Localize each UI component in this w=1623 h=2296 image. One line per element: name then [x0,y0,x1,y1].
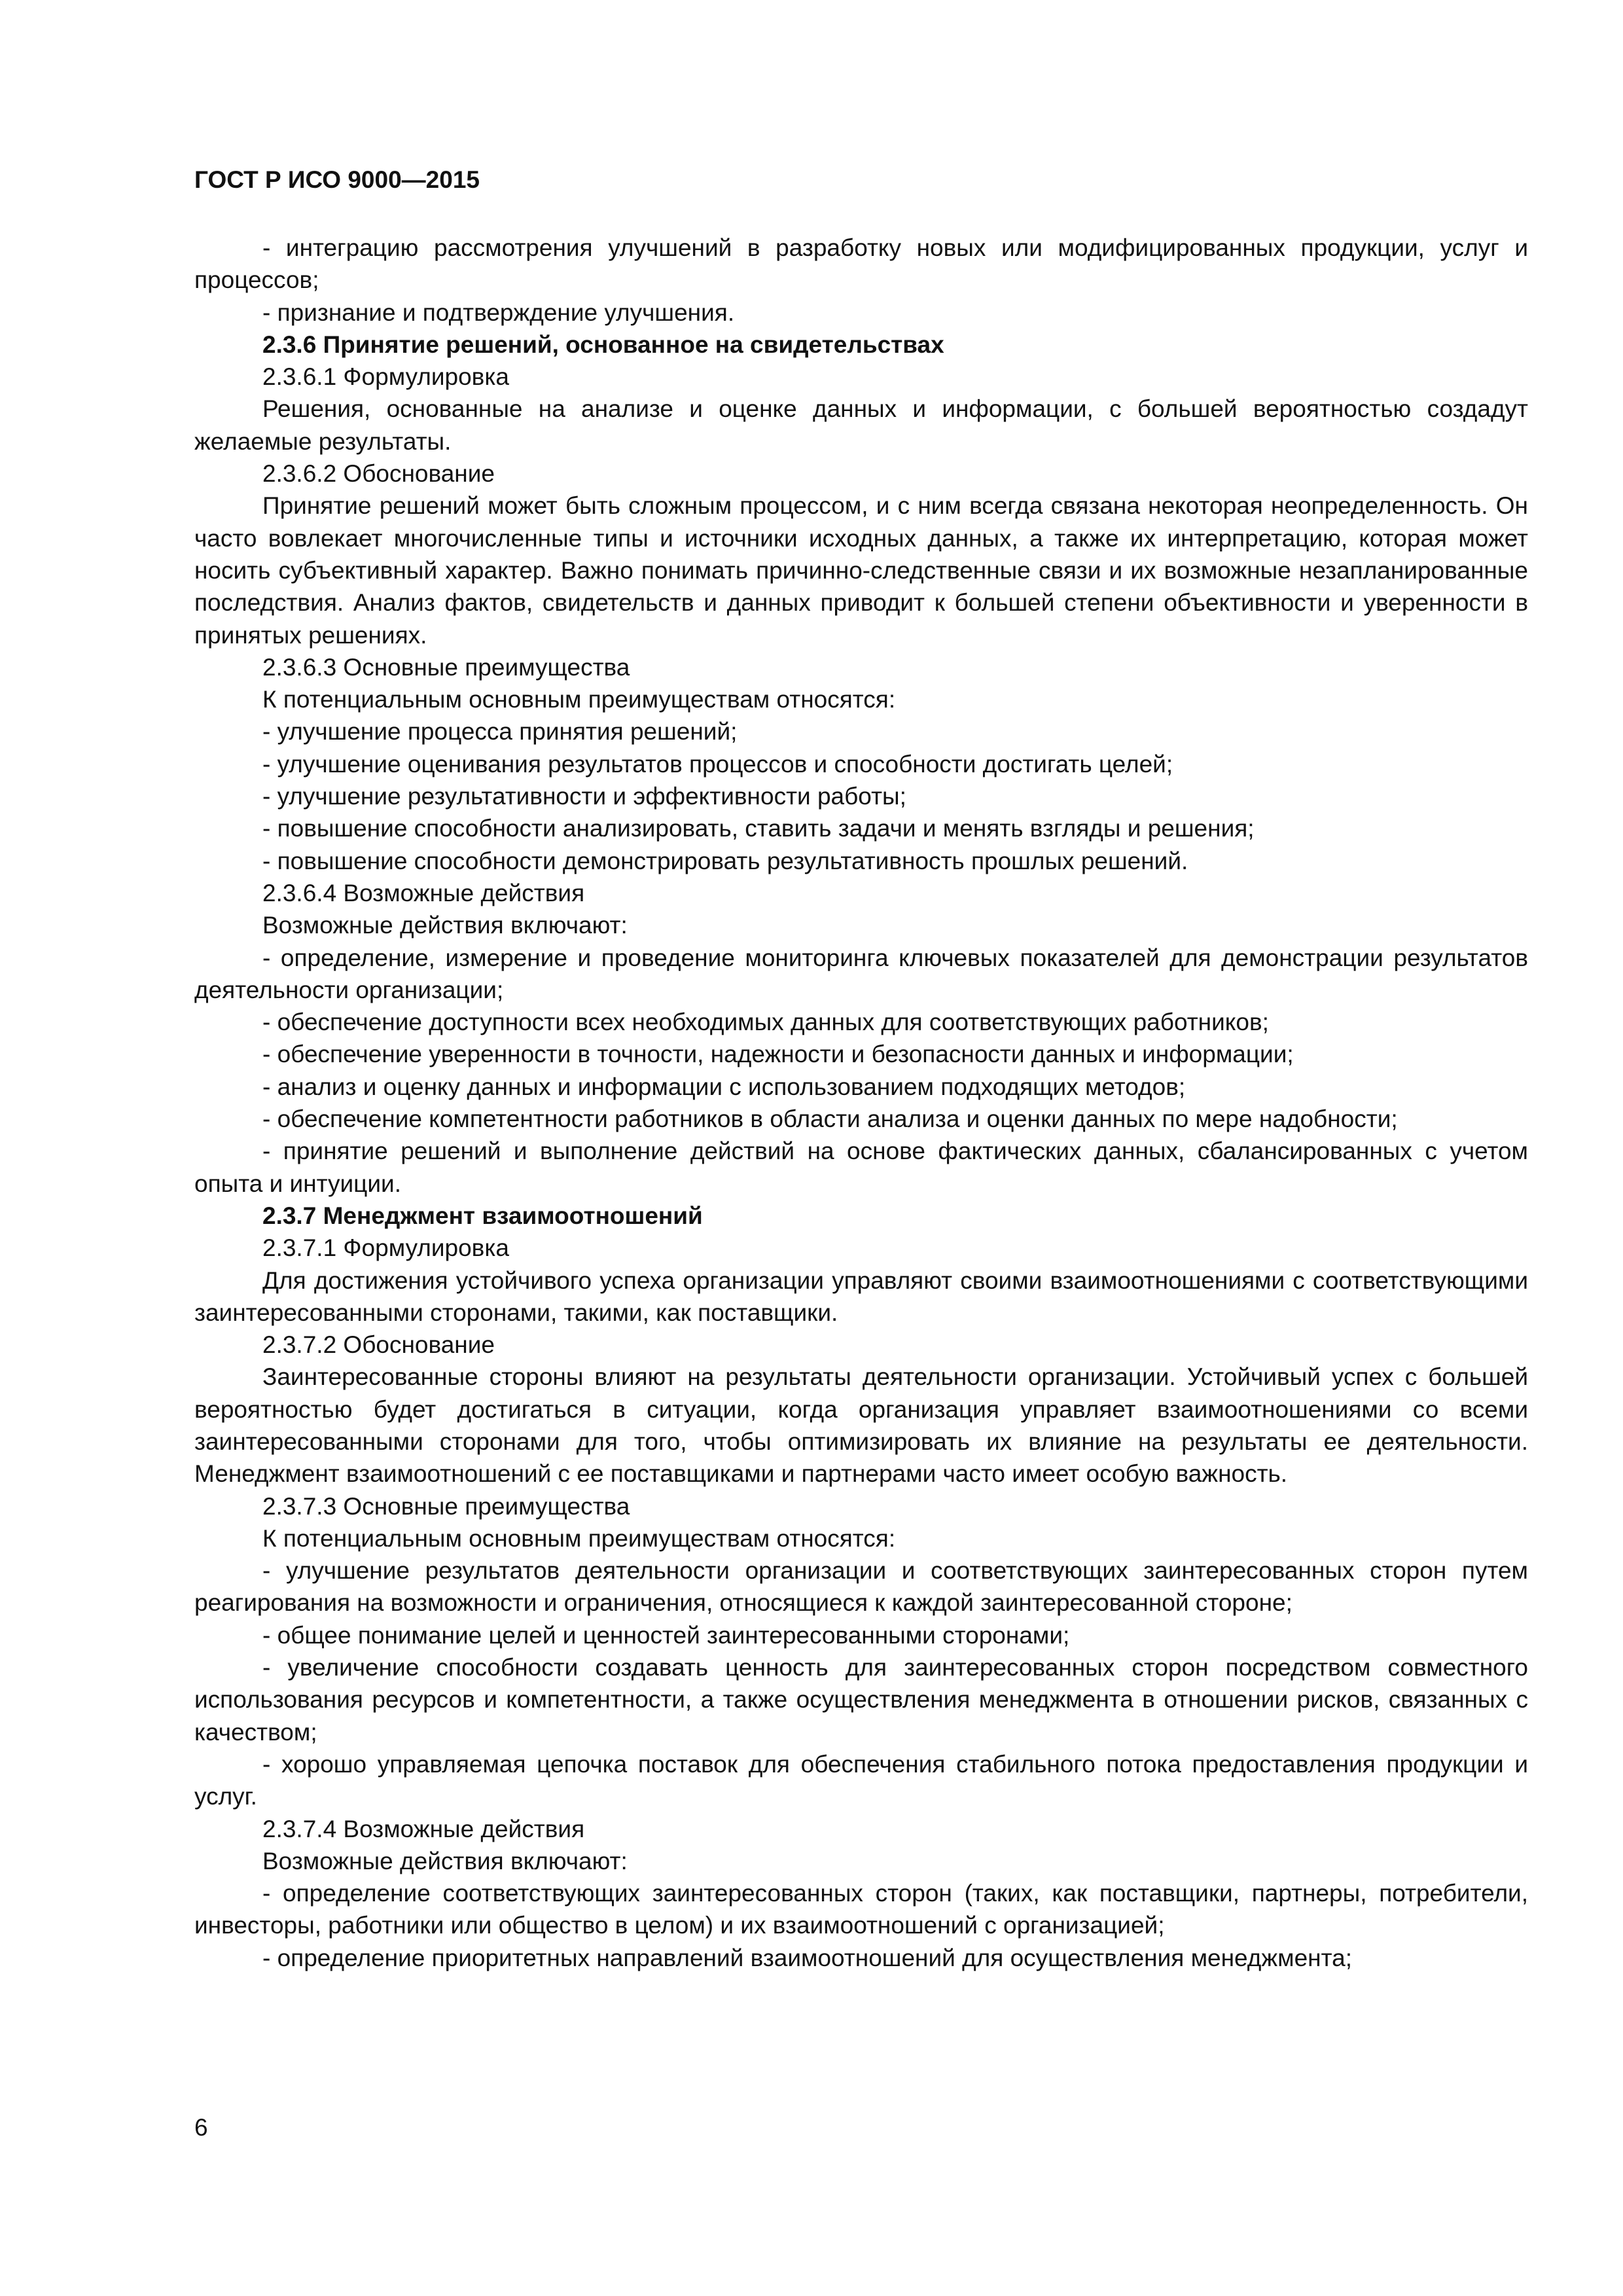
paragraph: 2.3.6.3 Основные преимущества [262,653,630,681]
paragraph: Возможные действия включают: [262,1847,628,1874]
paragraph: Принятие решений может быть сложным процессом, и с ним всегда связана некоторая неопределенность. Он часто вовлекает многочисленные типы и источники исходных данных, а также их интерпретацию, которая может носить субъективный характер. Важно понимать причинно-следственные связи и их возможные незапланированные последствия. Анализ фактов, свидетельств и данных приводит к большей степени объективности и уверенности в принятых решениях. [194,492,1528,649]
paragraph: - анализ и оценку данных и информации с использованием подходящих методов; [262,1073,1186,1100]
paragraph: К потенциальным основным преимуществам относятся: [262,1524,896,1552]
paragraph: Для достижения устойчивого успеха организации управляют своими взаимоотношениями с соответствующими заинтересованными сторонами, такими, как поставщики. [194,1266,1528,1326]
paragraph: - обеспечение компетентности работников в области анализа и оценки данных по мере надобности; [262,1105,1398,1133]
document-body [194,232,1528,1974]
paragraph: - определение приоритетных направлений взаимоотношений для осуществления менеджмента; [262,1944,1352,1971]
paragraph: - интеграцию рассмотрения улучшений в разработку новых или модифицированных продукции, услуг и процессов; [194,234,1528,294]
paragraph: - улучшение процесса принятия решений; [262,718,738,745]
paragraph: - улучшение результативности и эффективности работы; [262,783,906,810]
paragraph: - признание и подтверждение улучшения. [262,298,735,326]
paragraph: 2.3.7.3 Основные преимущества [262,1492,630,1520]
paragraph: 2.3.7.4 Возможные действия [262,1815,585,1842]
paragraph: Заинтересованные стороны влияют на результаты деятельности организации. Устойчивый успех с большей вероятностью будет достигаться в ситуации, когда организация управляет взаимоотношениями со всеми заинтересованными сторонами для того, чтобы оптимизировать их влияние на результаты ее деятельности. Менеджмент взаимоотношений с ее поставщиками и партнерами часто имеет особую важность. [194,1363,1528,1488]
paragraph: - увеличение способности создавать ценность для заинтересованных сторон посредством совместного использования ресурсов и компетентности, а также осуществления менеджмента в отношении рисков, связанных с качеством; [194,1654,1528,1746]
paragraph: - принятие решений и выполнение действий на основе фактических данных, сбалансированных с учетом опыта и интуиции. [194,1138,1528,1197]
paragraph: 2.3.7.1 Формулировка [262,1234,509,1262]
paragraph: - определение соответствующих заинтересованных сторон (таких, как поставщики, партнеры, потребители, инвесторы, работники или общество в целом) и их взаимоотношений с организацией; [194,1880,1528,1939]
paragraph: - обеспечение доступности всех необходимых данных для соответствующих работников; [262,1009,1269,1036]
paragraph: К потенциальным основным преимуществам относятся: [262,686,896,713]
paragraph: Решения, основанные на анализе и оценке данных и информации, с большей вероятностью создадут желаемые результаты. [194,395,1528,455]
section-heading: 2.3.7 Менеджмент взаимоотношений [262,1202,703,1229]
paragraph: 2.3.6.4 Возможные действия [262,879,585,906]
paragraph: - обеспечение уверенности в точности, надежности и безопасности данных и информации; [262,1041,1294,1068]
paragraph: - повышение способности демонстрировать результативность прошлых решений. [262,847,1188,874]
paragraph: - определение, измерение и проведение мониторинга ключевых показателей для демонстрации результатов деятельности организации; [194,944,1528,1003]
paragraph: - улучшение результатов деятельности организации и соответствующих заинтересованных сторон путем реагирования на возможности и ограничения, относящиеся к каждой заинтересованной стороне; [194,1557,1528,1617]
page-number: 6 [194,2114,208,2141]
paragraph: - хорошо управляемая цепочка поставок для обеспечения стабильного потока предоставления продукции и услуг. [194,1750,1528,1810]
paragraph: 2.3.7.2 Обоснование [262,1331,495,1359]
standard-header: ГОСТ Р ИСО 9000—2015 [194,166,480,193]
paragraph: - общее понимание целей и ценностей заинтересованными сторонами; [262,1621,1070,1649]
paragraph: - повышение способности анализировать, ставить задачи и менять взгляды и решения; [262,815,1255,842]
paragraph: Возможные действия включают: [262,912,628,939]
paragraph: 2.3.6.1 Формулировка [262,363,509,391]
paragraph: 2.3.6.2 Обоснование [262,460,495,488]
paragraph: - улучшение оценивания результатов процессов и способности достигать целей; [262,750,1173,778]
section-heading: 2.3.6 Принятие решений, основанное на свидетельствах [262,331,944,358]
